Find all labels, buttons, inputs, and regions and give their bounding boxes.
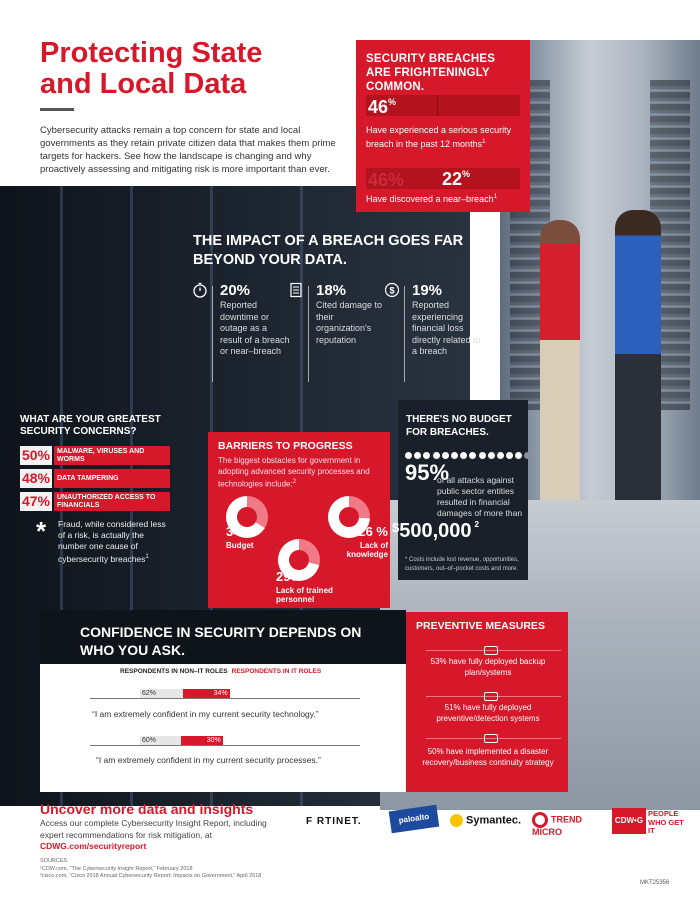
attack-dots <box>405 446 535 456</box>
attack-dot <box>405 452 412 459</box>
stat-95: 95% <box>405 460 450 485</box>
attack-dot <box>479 452 486 459</box>
quote-processes: “I am extremely confident in my current security processes.” <box>96 755 321 765</box>
stat-46: 46% <box>368 97 397 117</box>
attack-dot <box>442 452 449 459</box>
report-link[interactable]: CDWG.com/securityreport <box>40 841 147 851</box>
attack-dot <box>451 452 458 459</box>
breaches-card <box>356 40 530 212</box>
recovery-icon <box>484 734 498 743</box>
sources: SOURCES ¹CDW.com, “The Cybersecurity Insight Report,” February 2018 ²cisco.com, “Cisco 2018 Annual Cybersecurity Report: Impacts on Government,” April 2018 <box>40 858 262 879</box>
stopwatch-icon <box>192 282 208 298</box>
detection-icon <box>484 692 498 701</box>
svg-text:$: $ <box>389 285 395 296</box>
concerns-title: WHAT ARE YOUR GREATEST SECURITY CONCERNS? <box>20 414 161 437</box>
stat-95-text: of all attacks against public sector entities resulted in financial damages of more than <box>437 475 523 518</box>
attack-dot <box>488 452 495 459</box>
cdwg-logo: CDW•G <box>612 808 646 834</box>
breaches-title: SECURITY BREACHES ARE FRIGHTENINGLY COMMON. <box>366 53 496 93</box>
cdwg-tagline: PEOPLE WHO GET IT <box>648 809 684 835</box>
impact-title: THE IMPACT OF A BREACH GOES FAR BEYOND YOUR DATA. <box>193 233 464 268</box>
intro-text: Cybersecurity attacks remain a top concern for state and local governments as they retain private citizen data that makes them prime targets for hackers. See how the landscape is changing and why proactively assessing and mitigating risk is more important than ever. <box>40 125 336 175</box>
document-code: MKT25356 <box>640 880 670 886</box>
stat-46-text: Have experienced a serious security breach in the past 12 months$^1$ <box>366 125 512 149</box>
barriers-text: The biggest obstacles for government in adopting advanced security processes and technologies include:$^2$ <box>218 456 370 489</box>
quote-technology: “I am extremely confident in my current security technology.” <box>92 709 319 719</box>
concern-tampering: 48% DATA TAMPERING <box>20 469 170 488</box>
personnel-label: 29% Lack of trained personnel <box>276 569 333 604</box>
confidence-title: CONFIDENCE IN SECURITY DEPENDS ON WHO YOU ASK. <box>80 624 362 658</box>
backup-icon <box>484 646 498 655</box>
ghost-46: 46% <box>368 170 405 190</box>
fraud-note: Fraud, while considered less of a risk, is actually the number one cause of cybersecurity breaches$^1$ <box>58 519 166 564</box>
confidence-legend: RESPONDENTS IN NON–IT ROLES RESPONDENTS IN IT ROLES <box>120 668 322 675</box>
fortinet-logo: F RTINET. <box>306 816 362 827</box>
footer-headline: Uncover more data and insights <box>40 801 254 817</box>
confidence-bar-processes: 60% 30% <box>90 736 360 746</box>
concern-malware: 50% MALWARE, VIRUSES AND WORMS <box>20 446 170 465</box>
stat-22: 22% <box>442 169 471 189</box>
paloalto-logo: paloalto <box>389 805 440 833</box>
preventive-item-backup: 53% have fully deployed backup plan/systems <box>430 657 546 677</box>
concern-financials: 47% UNAUTHORIZED ACCESS TO FINANCIALS <box>20 492 170 511</box>
preventive-title: PREVENTIVE MEASURES <box>416 620 545 632</box>
title-divider <box>40 108 74 111</box>
budget-title: THERE'S NO BUDGET FOR BREACHES. <box>406 414 512 438</box>
asterisk-icon: * <box>36 516 47 546</box>
budget-note: * Costs include lost revenue, opportunities, customers, out–of–pocket costs and more. <box>405 557 519 572</box>
barriers-title: BARRIERS TO PROGRESS <box>218 440 353 452</box>
footer-access: Access our complete Cybersecurity Insight Report, including expert recommendations for risk mitigation, at CDWG.com/securityreport <box>40 818 267 851</box>
page-title: Protecting State and Local Data <box>40 37 263 100</box>
attack-dot <box>506 452 513 459</box>
dollar-icon <box>384 282 400 298</box>
attack-dot <box>497 452 504 459</box>
budget-label: 34% Budget <box>226 524 254 550</box>
knowledge-label: 26 % Lack of knowledge <box>346 524 388 559</box>
preventive-item-recovery: 50% have implemented a disaster recovery/business continuity strategy <box>422 747 554 767</box>
preventive-card <box>406 612 568 792</box>
preventive-item-detection: 51% have fully deployed preventive/detection systems <box>436 703 540 723</box>
stat-22-text: Have discovered a near–breach$^1$ <box>366 194 497 204</box>
document-icon <box>288 282 304 298</box>
damage-amount: $500,000 $^2$ <box>392 520 479 542</box>
trendmicro-logo: TREND MICRO <box>532 812 602 837</box>
symantec-logo: Symantec. <box>450 814 521 827</box>
attack-dot <box>433 452 440 459</box>
confidence-bar-technology: 62% 34% <box>90 689 360 699</box>
